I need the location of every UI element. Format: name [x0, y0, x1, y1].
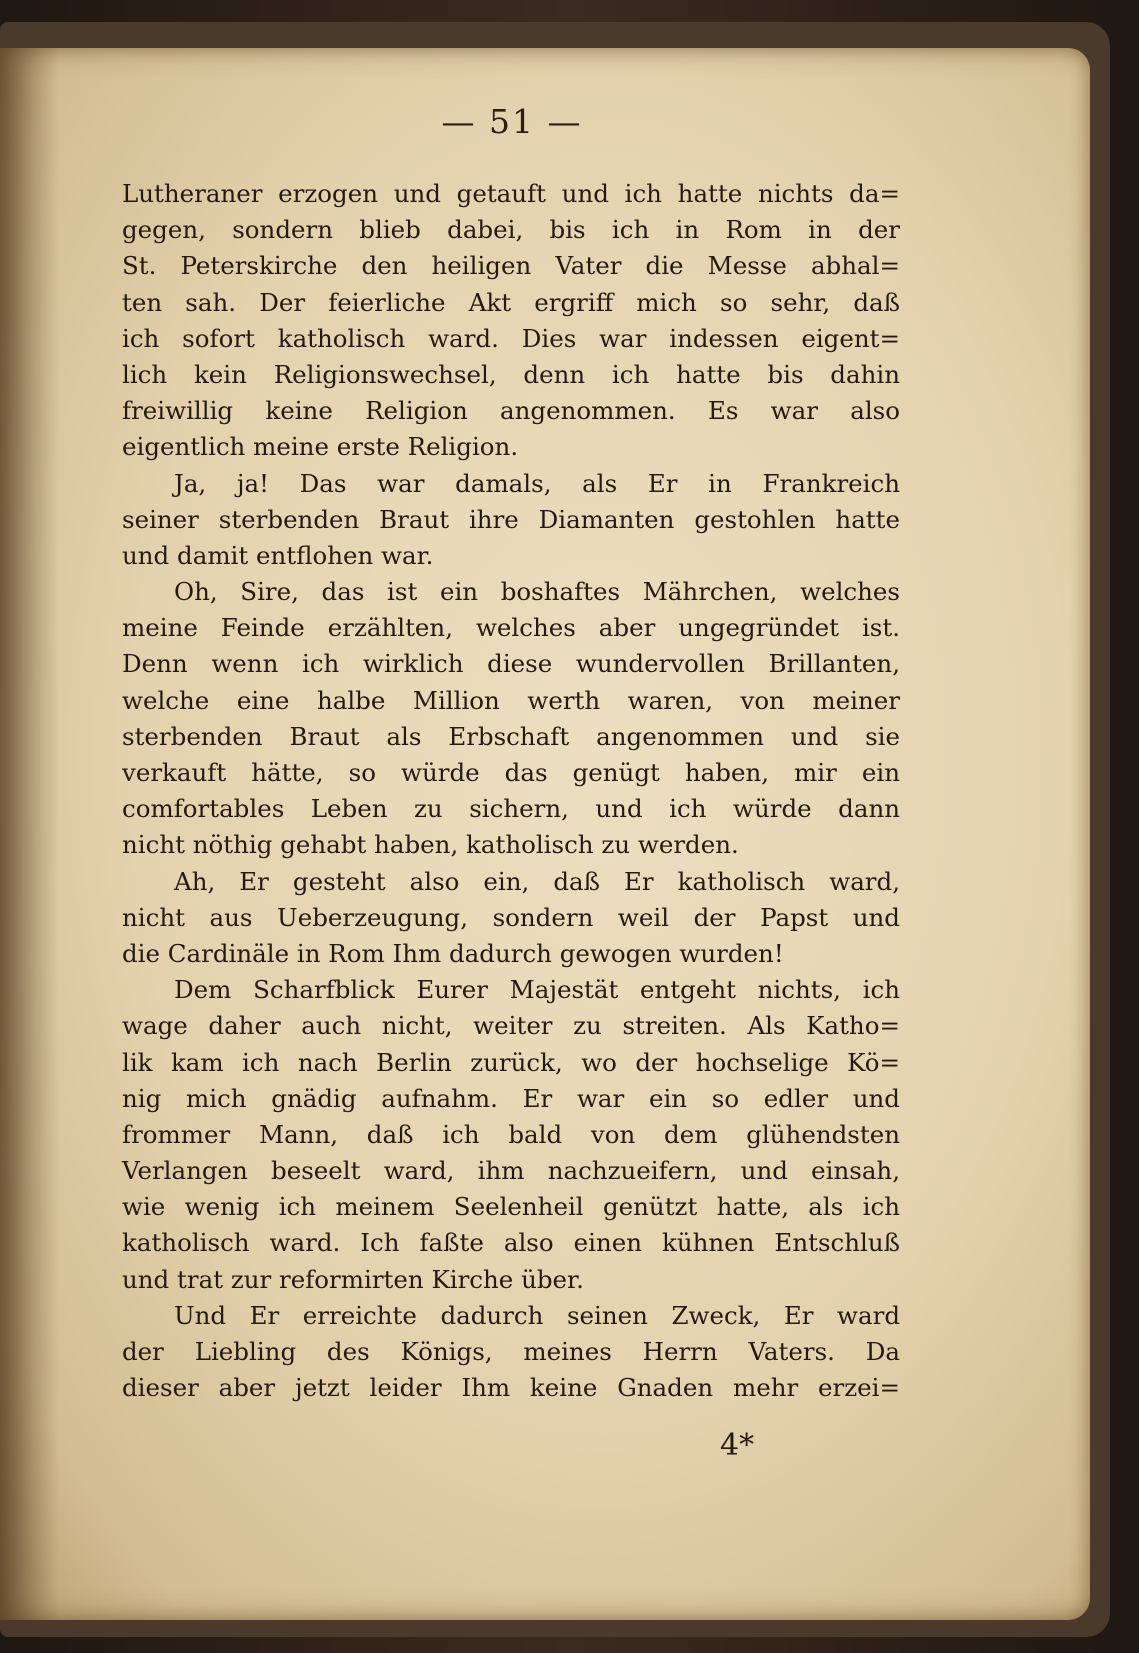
- text-line: verkauft hätte, so würde das genügt haben, mir ein: [122, 758, 900, 787]
- text-line: sterbenden Braut als Erbschaft angenommen und sie: [122, 721, 900, 751]
- text-line: nicht aus Ueberzeugung, sondern weil der Papst und: [122, 902, 900, 932]
- text-line: eigentlich meine erste Religion.: [122, 432, 519, 462]
- text-line: nicht nöthig gehabt haben, katholisch zu werden.: [122, 830, 739, 860]
- text-line: Ja, ja! Das war damals, als Er in Frankreich: [174, 468, 900, 498]
- text-line: meine Feinde erzählten, welches aber ungegründet ist.: [122, 613, 900, 643]
- text-line: Oh, Sire, das ist ein boshaftes Mährchen, welches: [174, 577, 900, 607]
- text-line: Ah, Er gesteht also ein, daß Er katholisch ward,: [174, 866, 900, 896]
- text-line: St. Peterskirche den heiligen Vater die Messe abhal=: [122, 251, 900, 281]
- text-line: freiwillig keine Religion angenommen. Es war also: [122, 396, 900, 426]
- text-line: die Cardinäle in Rom Ihm dadurch gewogen wurden!: [122, 938, 784, 968]
- text-line: Verlangen beseelt ward, ihm nachzueifern, und einsah,: [122, 1156, 900, 1186]
- text-line: wage daher auch nicht, weiter zu streiten. Als Katho=: [122, 1011, 900, 1041]
- gutter-shadow: [0, 48, 60, 1620]
- text-line: Denn wenn ich wirklich diese wundervollen Brillanten,: [122, 649, 900, 679]
- text-line: Lutheraner erzogen und getauft und ich hatte nichts da=: [122, 179, 900, 208]
- text-line: comfortables Leben zu sichern, und ich würde dann: [122, 794, 900, 824]
- text-line: Und Er erreichte dadurch seinen Zweck, Er ward: [174, 1300, 900, 1330]
- text-line: nig mich gnädig aufnahm. Er war ein so edler und: [122, 1083, 900, 1113]
- page-number: — 51 —: [441, 102, 583, 141]
- text-line: und trat zur reformirten Kirche über.: [122, 1264, 584, 1294]
- body-text: [122, 176, 900, 1406]
- signature-mark: 4*: [720, 1428, 755, 1463]
- text-line: lich kein Religionswechsel, denn ich hatte bis dahin: [122, 359, 900, 389]
- text-line: welche eine halbe Million werth waren, von meiner: [122, 685, 900, 715]
- text-line: gegen, sondern blieb dabei, bis ich in Rom in der: [122, 215, 900, 245]
- text-line: ich sofort katholisch ward. Dies war indessen eigent=: [122, 323, 900, 353]
- text-line: frommer Mann, daß ich bald von dem glühendsten: [122, 1119, 900, 1149]
- text-line: seiner sterbenden Braut ihre Diamanten gestohlen hatte: [122, 504, 900, 534]
- text-line: und damit entflohen war.: [122, 540, 434, 570]
- text-line: katholisch ward. Ich faßte also einen kühnen Entschluß: [122, 1228, 900, 1258]
- text-line: ten sah. Der feierliche Akt ergriff mich so sehr, daß: [122, 287, 900, 317]
- text-line: Dem Scharfblick Eurer Majestät entgeht nichts, ich: [174, 975, 900, 1005]
- text-line: lik kam ich nach Berlin zurück, wo der hochselige Kö=: [122, 1047, 900, 1077]
- text-line: der Liebling des Königs, meines Herrn Vaters. Da: [122, 1337, 900, 1366]
- text-line: wie wenig ich meinem Seelenheil genützt hatte, als ich: [122, 1192, 900, 1222]
- text-line: dieser aber jetzt leider Ihm keine Gnaden mehr erzei=: [122, 1373, 900, 1403]
